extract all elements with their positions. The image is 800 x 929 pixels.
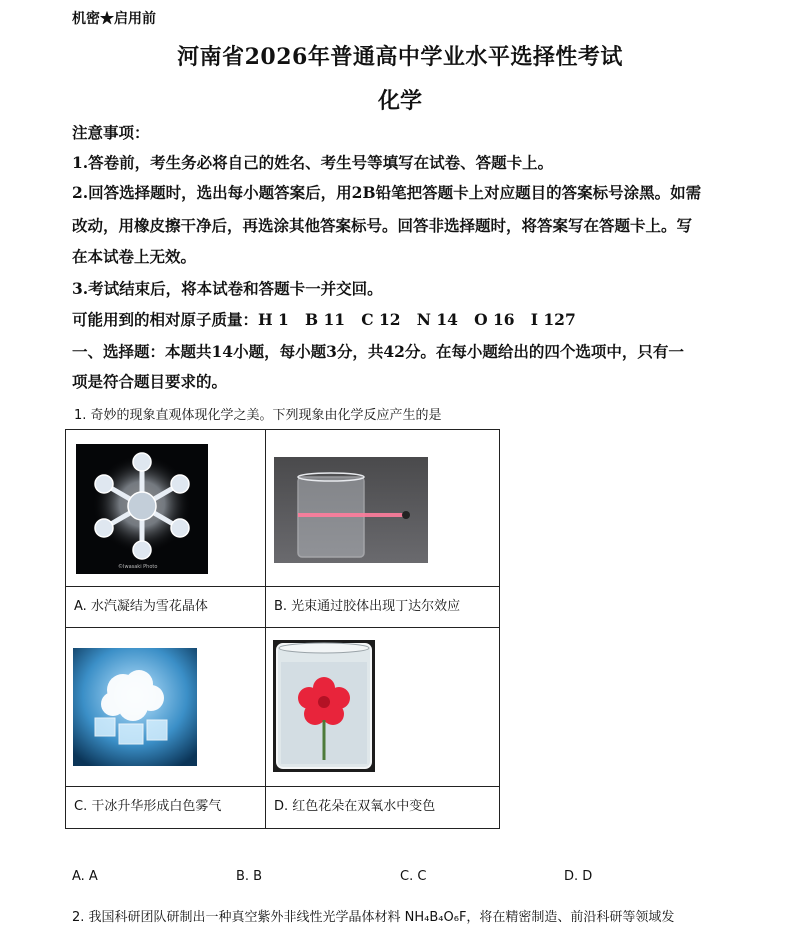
flower-beaker-photo-icon (273, 640, 375, 772)
note-item-2-line-2: 改动，用橡皮擦干净后，再选涂其他答案标号。回答非选择题时，将答案写在答题卡上。写 (72, 216, 693, 235)
option-d-label-cell[interactable] (266, 787, 499, 828)
choice-c[interactable]: C. C (400, 869, 427, 884)
question-1-stem: 1. 奇妙的现象直观体现化学之美。下列现象由化学反应产生的是 (74, 408, 442, 423)
dry-ice-photo-icon (73, 648, 197, 766)
option-d-label: D. 红色花朵在双氧水中变色 (274, 799, 436, 814)
image-caption: ©Iwasaki Photo (118, 564, 158, 570)
note-item-2-line-1: 2.回答选择题时，选出每小题答案后，用2B铅笔把答题卡上对应题目的答案标号涂黑。如需 (72, 183, 702, 202)
option-b-image-cell (266, 430, 499, 587)
section-1-line-2: 项是符合题目要求的。 (72, 372, 228, 391)
option-a-label: A. 水汽凝结为雪花晶体 (74, 599, 208, 614)
note-item-1: 1.答卷前，考生务必将自己的姓名、考生号等填写在试卷、答题卡上。 (72, 153, 554, 172)
option-c-image-cell (66, 628, 266, 787)
question-2-stem: 2. 我国科研团队研制出一种真空紫外非线性光学晶体材料 NH₄B₄O₆F，将在精密制造、前沿科研等领域发 (72, 910, 675, 925)
tyndall-beam-photo-icon (274, 457, 428, 563)
question-1-option-table (65, 429, 500, 829)
option-b-label: B. 光束通过胶体出现丁达尔效应 (274, 599, 461, 614)
option-c-label-cell[interactable] (66, 787, 266, 828)
option-c-label: C. 干冰升华形成白色雾气 (74, 799, 222, 814)
snowflake-photo-icon (76, 444, 208, 574)
choice-b[interactable]: B. B (236, 869, 263, 884)
subject-title: 化学 (377, 88, 422, 114)
option-b-label-cell[interactable] (266, 587, 499, 628)
exam-title: 河南省2026年普通高中学业水平选择性考试 (177, 44, 623, 70)
atomic-mass-line: 可能用到的相对原子质量：H 1 B 11 C 12 N 14 O 16 I 127 (72, 310, 576, 329)
notes-heading: 注意事项： (72, 123, 150, 142)
option-a-image-cell (66, 430, 266, 587)
choice-a[interactable]: A. A (72, 869, 98, 884)
confidential-label: 机密★启用前 (72, 11, 156, 27)
section-1-line-1: 一、选择题：本题共14小题，每小题3分，共42分。在每小题给出的四个选项中，只有一 (72, 342, 684, 361)
choice-d[interactable]: D. D (564, 869, 593, 884)
note-item-2-line-3: 在本试卷上无效。 (72, 247, 197, 266)
option-a-label-cell[interactable] (66, 587, 266, 628)
option-d-image-cell (266, 628, 499, 787)
note-item-3: 3.考试结束后，将本试卷和答题卡一并交回。 (72, 279, 383, 298)
